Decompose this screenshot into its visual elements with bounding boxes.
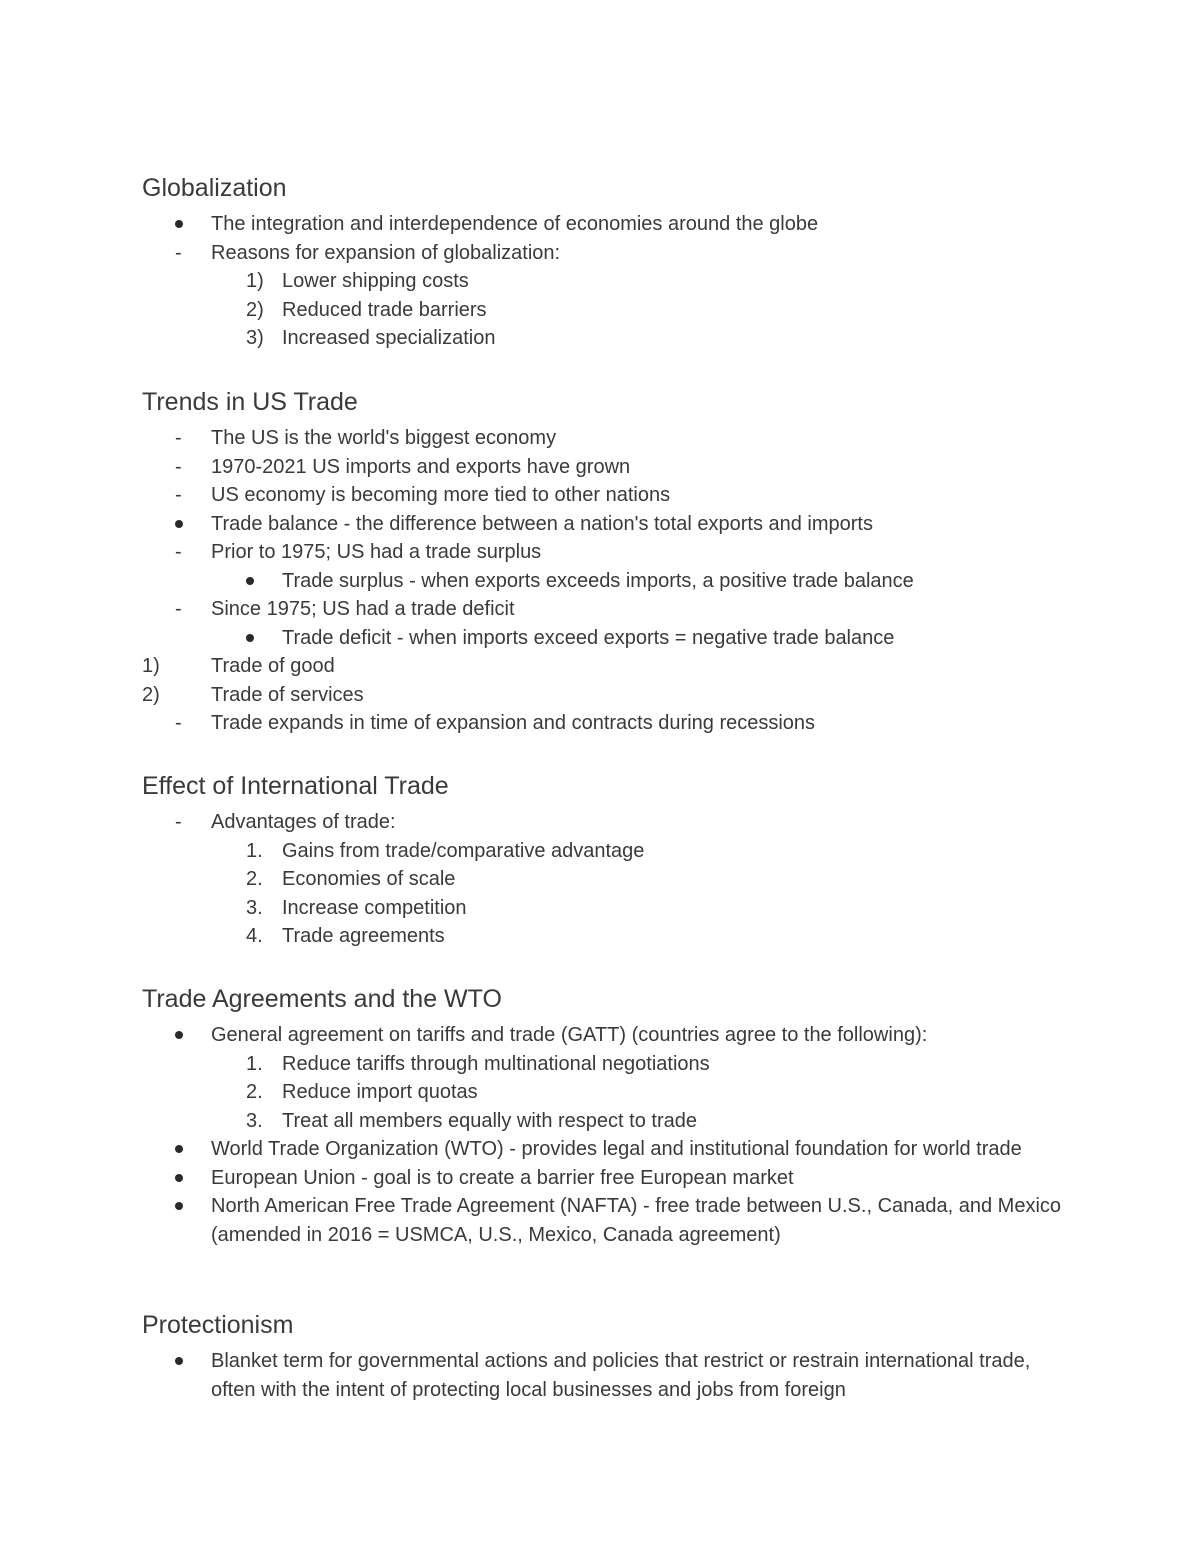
bullet-icon — [175, 1347, 183, 1376]
bullet-icon — [175, 1192, 183, 1221]
bullet-icon — [175, 1021, 183, 1050]
list-number: 2) — [246, 298, 264, 321]
list-item: - Prior to 1975; US had a trade surplus — [142, 538, 1072, 567]
section-protectionism — [142, 1309, 1072, 1404]
dash-icon: - — [175, 427, 182, 449]
list-item: Trade surplus - when exports exceeds imports, a positive trade balance — [142, 567, 1072, 596]
list-number: 2. — [246, 868, 263, 890]
list-item: North American Free Trade Agreement (NAFTA) - free trade between U.S., Canada, and Mexico (amended in 2016 = USMCA, U.S., Mexico, Canada agreement) — [142, 1192, 1072, 1249]
dash-icon: - — [175, 484, 182, 506]
list-item: World Trade Organization (WTO) - provides legal and institutional foundation for world trade — [142, 1135, 1072, 1164]
bullet-icon — [175, 510, 183, 539]
bullet-icon — [175, 1164, 183, 1193]
list-number: 4. — [246, 925, 263, 947]
section-heading: Protectionism — [142, 1311, 294, 1339]
list-item: 2) Reduced trade barriers — [142, 296, 1072, 325]
list-number: 1. — [246, 839, 263, 862]
list-item: - 1970-2021 US imports and exports have grown — [142, 453, 1072, 482]
list-item: Trade deficit - when imports exceed exports = negative trade balance — [142, 624, 1072, 653]
section-trade-agreements-wto — [142, 983, 1072, 1249]
dash-icon: - — [175, 541, 182, 563]
list-number: 1) — [142, 655, 160, 677]
list-item: 2. Economies of scale — [142, 865, 1072, 894]
dash-icon: - — [175, 598, 182, 620]
dash-icon: - — [175, 811, 182, 833]
list-item: 2) Trade of services — [142, 681, 1072, 710]
list-number: 2) — [142, 683, 160, 706]
list-item: - US economy is becoming more tied to other nations — [142, 481, 1072, 510]
list-item: 1) Lower shipping costs — [142, 267, 1072, 296]
section-trends-us-trade — [142, 386, 1072, 738]
bullet-icon — [175, 1135, 183, 1164]
section-heading: Trends in US Trade — [142, 388, 358, 416]
section-heading: Globalization — [142, 174, 287, 202]
list-item: - Advantages of trade: — [142, 808, 1072, 837]
bullet-icon — [246, 624, 254, 653]
bullet-icon — [175, 210, 183, 239]
list-number: 1) — [246, 270, 264, 292]
list-number: 3) — [246, 327, 264, 349]
list-item: The integration and interdependence of economies around the globe — [142, 210, 1072, 239]
list-item: - The US is the world's biggest economy — [142, 424, 1072, 453]
dash-icon: - — [175, 241, 182, 264]
list-item: 3. Increase competition — [142, 894, 1072, 923]
dash-icon: - — [175, 712, 182, 734]
list-number: 2. — [246, 1081, 263, 1103]
list-item: European Union - goal is to create a barrier free European market — [142, 1164, 1072, 1193]
list-item: 3) Increased specialization — [142, 324, 1072, 353]
list-item: 1) Trade of good — [142, 652, 1072, 681]
list-item: 1. Gains from trade/comparative advantage — [142, 837, 1072, 866]
section-globalization — [142, 172, 1072, 353]
list-item: 1. Reduce tariffs through multinational negotiations — [142, 1050, 1072, 1079]
list-item: - Reasons for expansion of globalization: — [142, 239, 1072, 268]
list-item: 3. Treat all members equally with respect to trade — [142, 1107, 1072, 1136]
section-heading: Effect of International Trade — [142, 772, 449, 800]
list-item: Trade balance - the difference between a nation's total exports and imports — [142, 510, 1072, 539]
dash-icon: - — [175, 455, 182, 478]
list-item: Blanket term for governmental actions and policies that restrict or restrain international trade, often with the intent of protecting local businesses and jobs from foreign — [142, 1347, 1072, 1404]
list-item: 2. Reduce import quotas — [142, 1078, 1072, 1107]
list-item: - Since 1975; US had a trade deficit — [142, 595, 1072, 624]
list-number: 3. — [246, 1109, 263, 1132]
list-number: 3. — [246, 896, 263, 919]
list-item: General agreement on tariffs and trade (GATT) (countries agree to the following): — [142, 1021, 1072, 1050]
list-number: 1. — [246, 1052, 263, 1075]
section-heading: Trade Agreements and the WTO — [142, 985, 502, 1013]
section-effect-international-trade — [142, 770, 1072, 951]
bullet-icon — [246, 567, 254, 596]
list-item: 4. Trade agreements — [142, 922, 1072, 951]
list-item: - Trade expands in time of expansion and contracts during recessions — [142, 709, 1072, 738]
